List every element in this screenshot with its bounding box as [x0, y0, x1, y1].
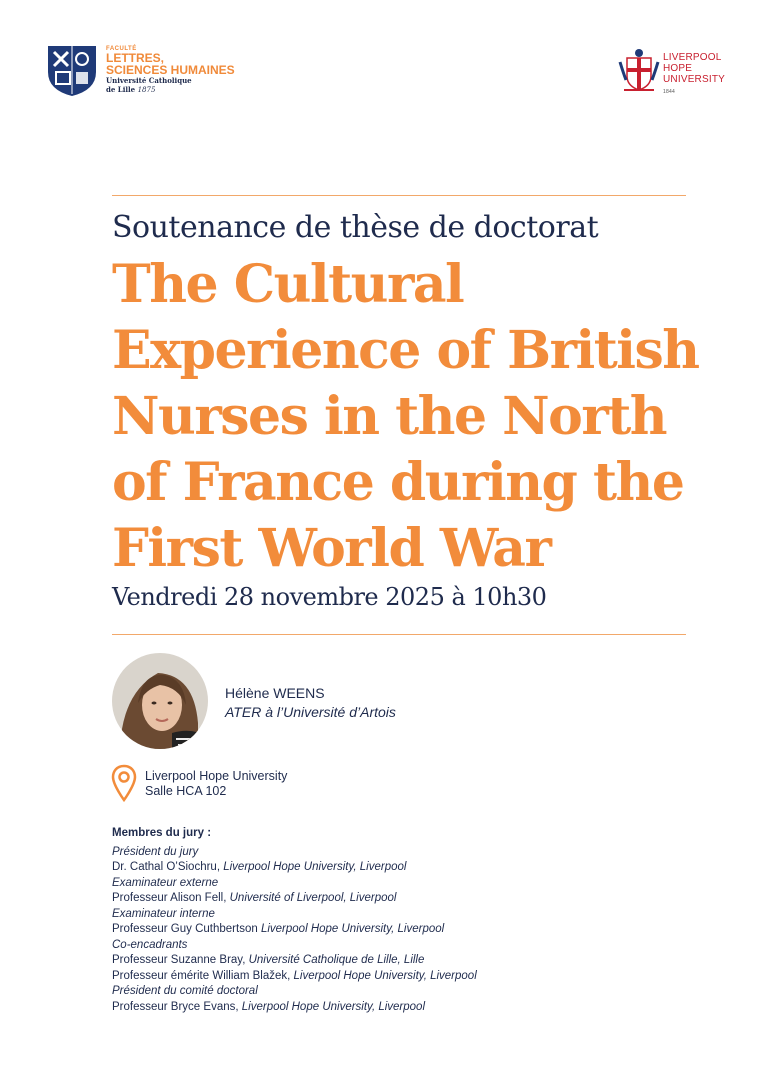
- faculty-label: FACULTÉ: [106, 46, 137, 52]
- jury-role: Président du jury: [112, 845, 199, 858]
- location-venue: Liverpool Hope University: [145, 769, 288, 783]
- liverpool-hope-logo: [618, 46, 738, 96]
- jury-member: Dr. Cathal O’Siochru, Liverpool Hope University, Liverpool: [112, 861, 407, 873]
- event-datetime: Vendredi 28 novembre 2025 à 10h30: [112, 583, 547, 611]
- jury-list: [112, 826, 477, 1015]
- jury-role: Examinateur externe: [112, 876, 219, 889]
- jury-member: Professeur Suzanne Bray, Université Catholique de Lille, Lille: [112, 954, 425, 966]
- lhu-line3: UNIVERSITY: [663, 74, 726, 85]
- candidate-name: Hélène WEENS: [225, 685, 325, 701]
- map-pin-icon: [111, 764, 137, 804]
- candidate-position: ATER à l’Université d’Artois: [225, 704, 396, 720]
- jury-role: Examinateur interne: [112, 907, 215, 920]
- heraldic-crest-icon: [618, 46, 660, 94]
- university-year: 1875: [137, 86, 156, 94]
- candidate-portrait: [112, 653, 208, 749]
- jury-role: Co-encadrants: [112, 938, 188, 951]
- university-name-line1: Université Catholique: [106, 76, 192, 85]
- jury-role: Président du comité doctoral: [112, 985, 258, 997]
- jury-member: Professeur Alison Fell, Université of Liverpool, Liverpool: [112, 892, 397, 904]
- lhu-year: 1844: [663, 89, 675, 95]
- university-name-line2: de Lille 1875: [106, 85, 156, 94]
- jury-member: Professeur Bryce Evans, Liverpool Hope University, Liverpool: [112, 1000, 426, 1013]
- thesis-title: The Cultural Experience of British Nurses in the North of France during the First World War: [112, 254, 699, 579]
- faculty-name-line2: SCIENCES HUMAINES: [106, 63, 235, 77]
- shield-emblem-icon: [44, 42, 100, 98]
- event-subtitle: Soutenance de thèse de doctorat: [112, 210, 599, 245]
- faculty-name-line1: LETTRES,: [106, 51, 165, 65]
- jury-member: Professeur Guy Cuthbertson Liverpool Hope University, Liverpool: [112, 923, 445, 935]
- jury-member: Professeur émérite William Blažek, Liverpool Hope University, Liverpool: [112, 969, 477, 982]
- faculty-logo: [44, 42, 254, 98]
- jury-heading: Membres du jury :: [112, 827, 212, 839]
- bottom-divider: [112, 634, 686, 635]
- lhu-line2: HOPE: [663, 63, 693, 74]
- location-room: Salle HCA 102: [145, 784, 227, 798]
- top-divider: [112, 195, 686, 196]
- lhu-line1: LIVERPOOL: [663, 52, 722, 63]
